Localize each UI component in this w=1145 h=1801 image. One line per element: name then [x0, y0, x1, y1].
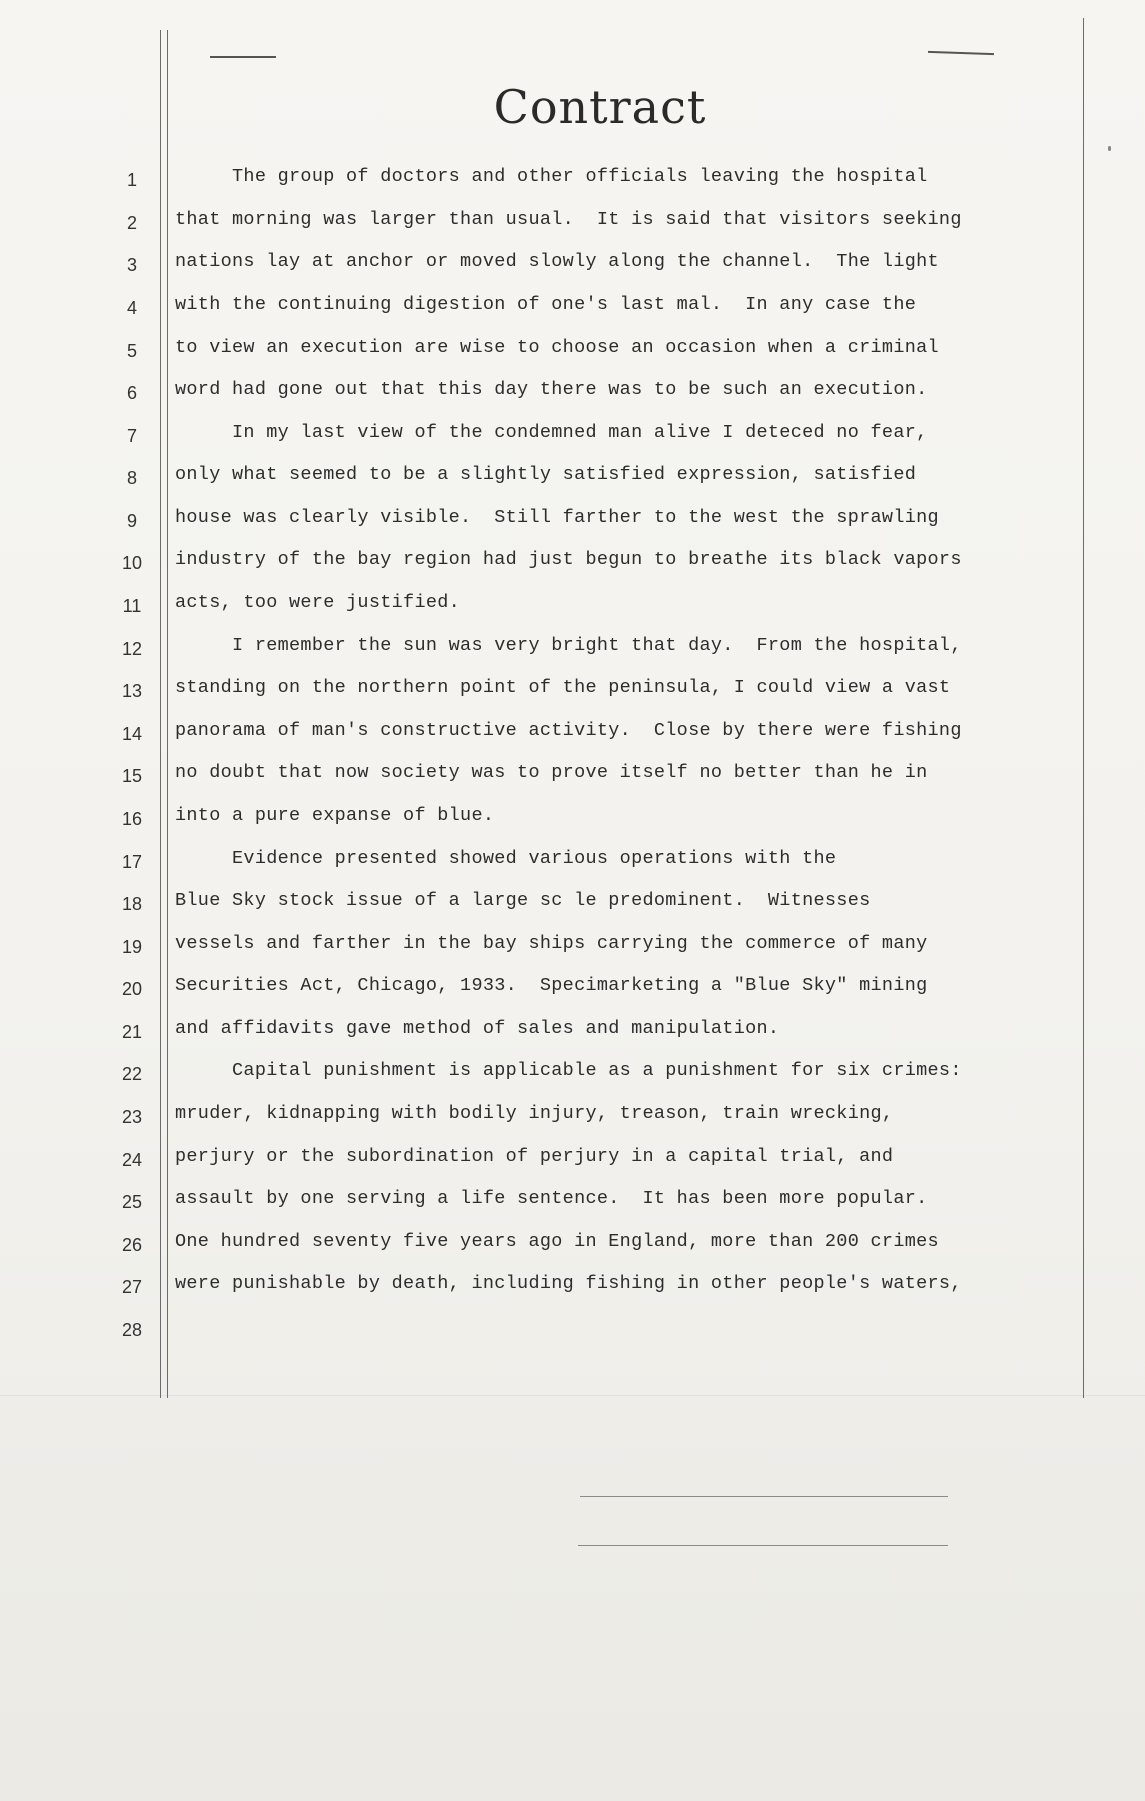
text-line: acts, too were justified.	[175, 592, 461, 613]
line-number: 3	[126, 255, 137, 275]
line-number: 21	[121, 1022, 143, 1042]
text-line: word had gone out that this day there was to be such an execution.	[175, 379, 928, 400]
line-number: 13	[121, 681, 143, 701]
line-number: 8	[126, 468, 137, 488]
line-number: 16	[121, 809, 143, 829]
text-line: nations lay at anchor or moved slowly along the channel. The light	[175, 251, 939, 272]
signature-line	[580, 1496, 948, 1497]
line-number: 12	[121, 639, 143, 659]
text-line: only what seemed to be a slightly satisfied expression, satisfied	[175, 464, 917, 485]
text-line: The group of doctors and other officials leaving the hospital	[175, 166, 928, 187]
lower-fold-area	[0, 1395, 1145, 1801]
text-line: Evidence presented showed various operations with the	[175, 848, 837, 869]
text-line: In my last view of the condemned man alive I deteced no fear,	[175, 422, 928, 443]
line-number: 23	[121, 1107, 143, 1127]
text-line: Capital punishment is applicable as a punishment for six crimes:	[175, 1060, 962, 1081]
text-line: perjury or the subordination of perjury in a capital trial, and	[175, 1146, 894, 1167]
header-dash-left	[210, 56, 276, 58]
line-number: 10	[121, 553, 143, 573]
signature-line	[578, 1545, 948, 1546]
text-line: and affidavits gave method of sales and manipulation.	[175, 1018, 780, 1039]
line-number: 28	[121, 1320, 143, 1340]
text-line: into a pure expanse of blue.	[175, 805, 495, 826]
line-number: 17	[121, 852, 143, 872]
text-line: mruder, kidnapping with bodily injury, treason, train wrecking,	[175, 1103, 894, 1124]
line-number: 18	[121, 894, 143, 914]
text-line: assault by one serving a life sentence. It has been more popular.	[175, 1188, 928, 1209]
line-number: 15	[121, 766, 143, 786]
line-number: 6	[126, 383, 137, 403]
text-line: panorama of man's constructive activity. Close by there were fishing	[175, 720, 962, 741]
text-line: house was clearly visible. Still farther to the west the sprawling	[175, 507, 939, 528]
line-number: 24	[121, 1150, 143, 1170]
line-number: 14	[121, 724, 143, 744]
line-number: 4	[126, 298, 137, 318]
text-line: I remember the sun was very bright that day. From the hospital,	[175, 635, 962, 656]
right-margin-rule	[1083, 18, 1084, 1398]
paper-speck	[1108, 146, 1111, 151]
line-number: 25	[121, 1192, 143, 1212]
document-title: Contract	[493, 80, 707, 134]
text-line: were punishable by death, including fishing in other people's waters,	[175, 1273, 962, 1294]
line-number: 26	[121, 1235, 143, 1255]
text-line: Blue Sky stock issue of a large sc le predominent. Witnesses	[175, 890, 871, 911]
text-line: to view an execution are wise to choose an occasion when a criminal	[175, 337, 939, 358]
line-number: 9	[126, 511, 137, 531]
text-line: standing on the northern point of the peninsula, I could view a vast	[175, 677, 951, 698]
line-number: 2	[126, 213, 137, 233]
text-line: vessels and farther in the bay ships carrying the commerce of many	[175, 933, 928, 954]
line-number: 11	[122, 596, 142, 616]
text-line: with the continuing digestion of one's last mal. In any case the	[175, 294, 917, 315]
text-line: One hundred seventy five years ago in England, more than 200 crimes	[175, 1231, 939, 1252]
left-margin-rule-inner	[167, 30, 168, 1398]
line-number: 22	[121, 1064, 143, 1084]
text-line: industry of the bay region had just begun to breathe its black vapors	[175, 549, 962, 570]
header-dash-right	[928, 51, 994, 55]
text-line: Securities Act, Chicago, 1933. Specimarketing a "Blue Sky" mining	[175, 975, 928, 996]
text-line: that morning was larger than usual. It is said that visitors seeking	[175, 209, 962, 230]
text-line: no doubt that now society was to prove itself no better than he in	[175, 762, 928, 783]
line-number: 1	[126, 170, 137, 190]
line-number: 27	[121, 1277, 143, 1297]
line-number: 5	[126, 341, 137, 361]
line-number: 7	[126, 426, 137, 446]
line-number: 19	[121, 937, 143, 957]
line-number: 20	[121, 979, 143, 999]
